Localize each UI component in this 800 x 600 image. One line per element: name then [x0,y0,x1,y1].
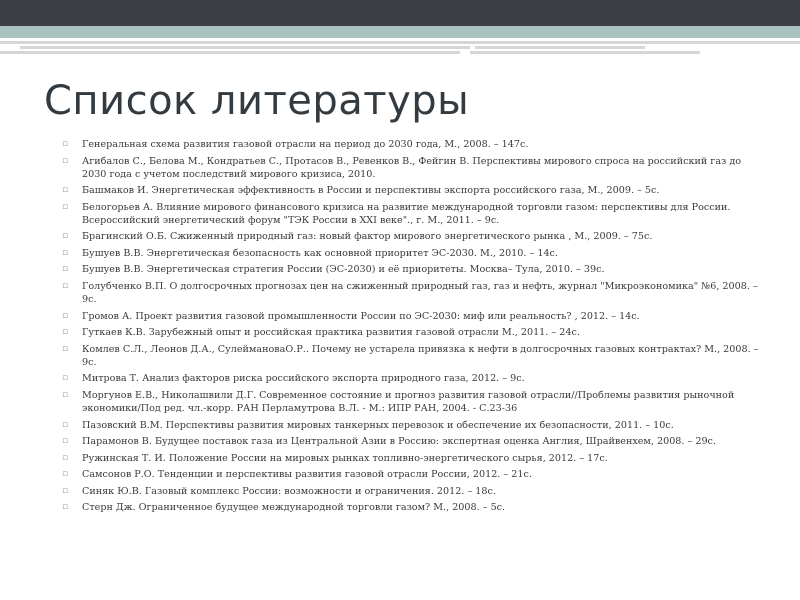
bullet-icon: ▫ [62,185,69,196]
bullet-icon: ▫ [62,201,69,212]
bullet-icon: ▫ [62,452,69,463]
reference-item [62,310,762,323]
reference-text: Комлев С.Л., Леонов Д.А., СулеймановаО.Р.. Почему не устарела привязка к нефти в долгосрочных газовых контрактах? М., 2008. – 9с. [82,343,759,368]
bullet-icon: ▫ [62,502,69,513]
reference-item [62,201,762,227]
header-dark-band [0,0,800,26]
bullet-icon: ▫ [62,436,69,447]
bullet-icon: ▫ [62,469,69,480]
bullet-icon: ▫ [62,310,69,321]
bullet-icon: ▫ [62,264,69,275]
reference-text: Самсонов Р.О. Тенденции и перспективы развития газовой отрасли России, 2012. – 21с. [82,469,532,481]
decorative-line [0,51,460,54]
reference-item [62,280,762,306]
reference-text: Голубченко В.П. О долгосрочных прогнозах цен на сжиженный природный газ, газ и нефть, журнал "Микроэкономика" №6, 2008. – 9с. [82,280,758,306]
reference-item [62,247,762,260]
bullet-icon: ▫ [62,485,69,496]
reference-text: Белогорьев А. Влияние мирового финансового кризиса на развитие международной торговли газом: перспективы для России. Всероссийский энергетический форум "ТЭК России в XXI веке"., г. М., 2011. – 9с. [82,201,731,226]
reference-item [62,138,762,151]
reference-item [62,435,762,448]
reference-item [62,230,762,243]
decorative-line [0,41,800,44]
reference-text: Парамонов В. Будущее поставок газа из Центральной Азии в Россию: экспертная оценка Англия, Шрайвенхем, 2008. – 29с. [82,436,716,448]
bullet-icon: ▫ [62,419,69,430]
reference-text: Громов А. Проект развития газовой промышленности России по ЭС-2030: миф или реальность? , 2012. – 14с. [82,310,640,322]
reference-text: Агибалов С., Белова М., Кондратьев С., Протасов В., Ревенков В., Фейгин В. Перспективы мирового спроса на российский газ до 2030 года с учетом последствий мирового кризиса, 2010. [82,155,742,180]
reference-item [62,501,762,514]
reference-text: Брагинский О.Б. Сжиженный природный газ: новый фактор мирового энергетического рынка , М., 2009. – 75с. [82,231,653,243]
reference-item [62,389,762,415]
bullet-icon: ▫ [62,373,69,384]
bullet-icon: ▫ [62,280,69,291]
reference-text: Пазовский В.М. Перспективы развития мировых танкерных перевозок и обеспечение их безопасности, 2011. – 10с. [82,419,674,431]
reference-item [62,263,762,276]
reference-item [62,452,762,465]
reference-text: Генеральная схема развития газовой отрасли на период до 2030 года, М., 2008. – 147с. [82,139,529,150]
reference-item [62,468,762,481]
reference-item [62,372,762,385]
bullet-icon: ▫ [62,139,69,149]
bullet-icon: ▫ [62,155,69,166]
bullet-icon: ▫ [62,343,69,354]
bullet-icon: ▫ [62,247,69,258]
reference-text: Стерн Дж. Ограниченное будущее международной торговли газом? М., 2008. – 5с. [82,502,506,514]
decorative-line [20,46,470,49]
reference-text: Синяк Ю.В. Газовый комплекс России: возможности и ограничения. 2012. – 18с. [82,485,496,497]
reference-item [62,326,762,339]
reference-text: Башмаков И. Энергетическая эффективность в России и перспективы экспорта российского газа, М., 2009. – 5с. [82,185,660,197]
bullet-icon: ▫ [62,231,69,242]
bullet-icon: ▫ [62,389,69,400]
decorative-line [475,46,645,49]
reference-item [62,155,762,181]
reference-item [62,343,762,369]
reference-text: Гуткаев К.В. Зарубежный опыт и российская практика развития газовой отрасли М., 2011. – 24с. [82,327,580,339]
decorative-line [470,51,700,54]
reference-list [62,138,762,518]
reference-item [62,485,762,498]
reference-item [62,419,762,432]
header-teal-band [0,26,800,38]
reference-text: Бушуев В.В. Энергетическая безопасность как основной приоритет ЭС-2030. М., 2010. – 14с. [82,247,558,259]
reference-text: Моргунов Е.В., Николашвили Д.Г. Современное состояние и прогноз развития газовой отрасли//Проблемы развития рыночной экономики/Под ред. чл.-корр. РАН Перламутрова В.Л. - М.: ИПР РАН, 2004. - С.23-36 [82,389,735,415]
reference-text: Ружинская Т. И. Положение России на мировых рынках топливно-энергетического сырья, 2012. – 17с. [82,452,608,464]
reference-item [62,184,762,197]
reference-text: Митрова Т. Анализ факторов риска российского экспорта природного газа, 2012. – 9с. [82,373,525,385]
bullet-icon: ▫ [62,327,69,338]
slide-title: Список литературы [44,78,470,124]
reference-text: Бушуев В.В. Энергетическая стратегия России (ЭС-2030) и её приоритеты. Москва– Тула, 2010. – 39с. [82,264,605,276]
